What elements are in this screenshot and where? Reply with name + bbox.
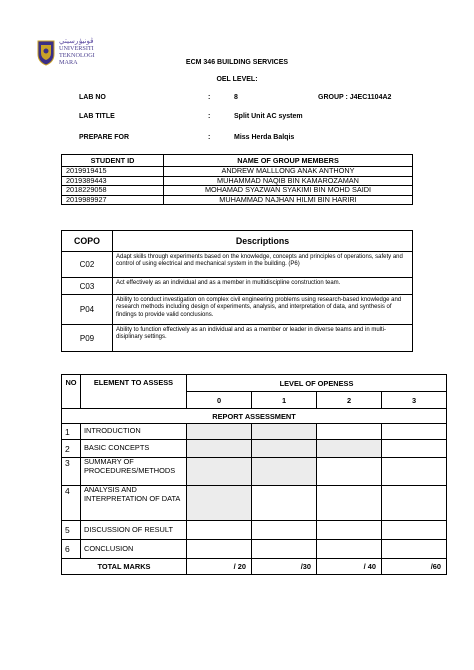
element-name: DISCUSSION OF RESULT bbox=[81, 521, 187, 540]
score-cell[interactable] bbox=[252, 486, 317, 521]
logo-text: ڤونيۏرسيتي UNIVERSITI TEKNOLOGI MARA bbox=[59, 37, 95, 66]
students-table bbox=[61, 154, 413, 205]
table-row bbox=[62, 458, 447, 486]
copo-code: P09 bbox=[62, 325, 113, 352]
score-cell[interactable] bbox=[317, 424, 382, 440]
score-cell[interactable] bbox=[187, 521, 252, 540]
table-row bbox=[62, 167, 413, 177]
prepare-for-value: Miss Herda Balqis bbox=[234, 134, 295, 141]
row-number: 1 bbox=[62, 424, 81, 440]
table-row bbox=[62, 186, 413, 196]
assessment-table bbox=[61, 374, 447, 575]
colon: : bbox=[208, 113, 211, 120]
score-cell[interactable] bbox=[382, 458, 447, 486]
score-cell[interactable] bbox=[252, 540, 317, 559]
table-row bbox=[62, 440, 447, 458]
element-name: BASIC CONCEPTS bbox=[81, 440, 187, 458]
total-row bbox=[62, 559, 447, 575]
copo-description: Ability to function effectively as an individual and as a member or leader in diverse teams and in multi-disiplinary settings. bbox=[113, 325, 413, 352]
student-id-header: STUDENT ID bbox=[62, 155, 164, 167]
score-cell[interactable] bbox=[317, 440, 382, 458]
score-cell[interactable] bbox=[317, 540, 382, 559]
score-cell[interactable] bbox=[252, 521, 317, 540]
table-row bbox=[62, 521, 447, 540]
row-number: 4 bbox=[62, 486, 81, 521]
copo-table bbox=[61, 230, 413, 352]
colon: : bbox=[208, 94, 211, 101]
member-name: MUHAMMAD NAQIB BIN KAMAROZAMAN bbox=[164, 176, 413, 186]
table-row bbox=[62, 252, 413, 278]
total-level-1: /30 bbox=[252, 559, 317, 575]
score-cell[interactable] bbox=[187, 424, 252, 440]
element-name: CONCLUSION bbox=[81, 540, 187, 559]
member-name: ANDREW MALLLONG ANAK ANTHONY bbox=[164, 167, 413, 177]
score-cell[interactable] bbox=[382, 440, 447, 458]
row-number: 3 bbox=[62, 458, 81, 486]
group-code: GROUP : J4EC1104A2 bbox=[318, 94, 392, 101]
score-cell[interactable] bbox=[382, 424, 447, 440]
score-cell[interactable] bbox=[252, 440, 317, 458]
student-id: 2019989927 bbox=[62, 195, 164, 205]
descriptions-header: Descriptions bbox=[113, 231, 413, 252]
colon: : bbox=[208, 134, 211, 141]
row-number: 5 bbox=[62, 521, 81, 540]
row-number: 2 bbox=[62, 440, 81, 458]
student-id: 2019919415 bbox=[62, 167, 164, 177]
table-row bbox=[62, 486, 447, 521]
score-cell[interactable] bbox=[187, 440, 252, 458]
table-row bbox=[62, 424, 447, 440]
score-cell[interactable] bbox=[317, 458, 382, 486]
table-row bbox=[62, 540, 447, 559]
element-header: ELEMENT TO ASSESS bbox=[81, 375, 187, 409]
course-title: ECM 346 BUILDING SERVICES bbox=[185, 59, 289, 66]
score-cell[interactable] bbox=[317, 486, 382, 521]
level-header: LEVEL OF OPENESS bbox=[187, 375, 447, 392]
element-name: SUMMARY OF PROCEDURES/METHODS bbox=[81, 458, 187, 486]
total-marks-label: TOTAL MARKS bbox=[62, 559, 187, 575]
row-number: 6 bbox=[62, 540, 81, 559]
member-name: MUHAMMAD NAJHAN HILMI BIN HARIRI bbox=[164, 195, 413, 205]
lab-title-label: LAB TITLE bbox=[79, 113, 115, 120]
table-row bbox=[62, 295, 413, 325]
copo-description: Act effectively as an individual and as a member in multidiscipline construction team. bbox=[113, 278, 413, 295]
score-cell[interactable] bbox=[317, 521, 382, 540]
total-level-3: /60 bbox=[382, 559, 447, 575]
element-name: ANALYSIS AND INTERPRETATION OF DATA bbox=[81, 486, 187, 521]
table-row bbox=[62, 325, 413, 352]
member-name-header: NAME OF GROUP MEMBERS bbox=[164, 155, 413, 167]
lab-no-value: 8 bbox=[234, 94, 238, 101]
score-cell[interactable] bbox=[382, 540, 447, 559]
copo-code: C03 bbox=[62, 278, 113, 295]
student-id: 2018229058 bbox=[62, 186, 164, 196]
table-row bbox=[62, 278, 413, 295]
score-cell[interactable] bbox=[382, 486, 447, 521]
score-cell[interactable] bbox=[252, 424, 317, 440]
copo-header: COPO bbox=[62, 231, 113, 252]
score-cell[interactable] bbox=[187, 540, 252, 559]
element-name: INTRODUCTION bbox=[81, 424, 187, 440]
total-level-2: / 40 bbox=[317, 559, 382, 575]
no-header: NO bbox=[62, 375, 81, 409]
level-1: 1 bbox=[252, 392, 317, 409]
student-id: 2019389443 bbox=[62, 176, 164, 186]
total-level-0: / 20 bbox=[187, 559, 252, 575]
member-name: MOHAMAD SYAZWAN SYAKIMI BIN MOHD SAIDI bbox=[164, 186, 413, 196]
table-row bbox=[62, 195, 413, 205]
copo-description: Ability to conduct investigation on complex civil engineering problems using research-based knowledge and research methods including design of experiments, analysis, and interpretation of data, and synthesis of findings to provide valid conclusions. bbox=[113, 295, 413, 325]
score-cell[interactable] bbox=[252, 458, 317, 486]
level-3: 3 bbox=[382, 392, 447, 409]
score-cell[interactable] bbox=[187, 486, 252, 521]
score-cell[interactable] bbox=[187, 458, 252, 486]
copo-code: P04 bbox=[62, 295, 113, 325]
level-0: 0 bbox=[187, 392, 252, 409]
lab-title-value: Split Unit AC system bbox=[234, 113, 303, 120]
copo-description: Adapt skills through experiments based on the knowledge, concepts and principles of operations, safety and control of using electrical and mechanical system in the building. (P6) bbox=[113, 252, 413, 278]
copo-code: C02 bbox=[62, 252, 113, 278]
level-2: 2 bbox=[317, 392, 382, 409]
report-assessment-heading: REPORT ASSESSMENT bbox=[62, 409, 447, 424]
oel-level: OEL LEVEL: bbox=[216, 76, 258, 83]
score-cell[interactable] bbox=[382, 521, 447, 540]
lab-no-label: LAB NO bbox=[79, 94, 106, 101]
prepare-for-label: PREPARE FOR bbox=[79, 134, 130, 141]
